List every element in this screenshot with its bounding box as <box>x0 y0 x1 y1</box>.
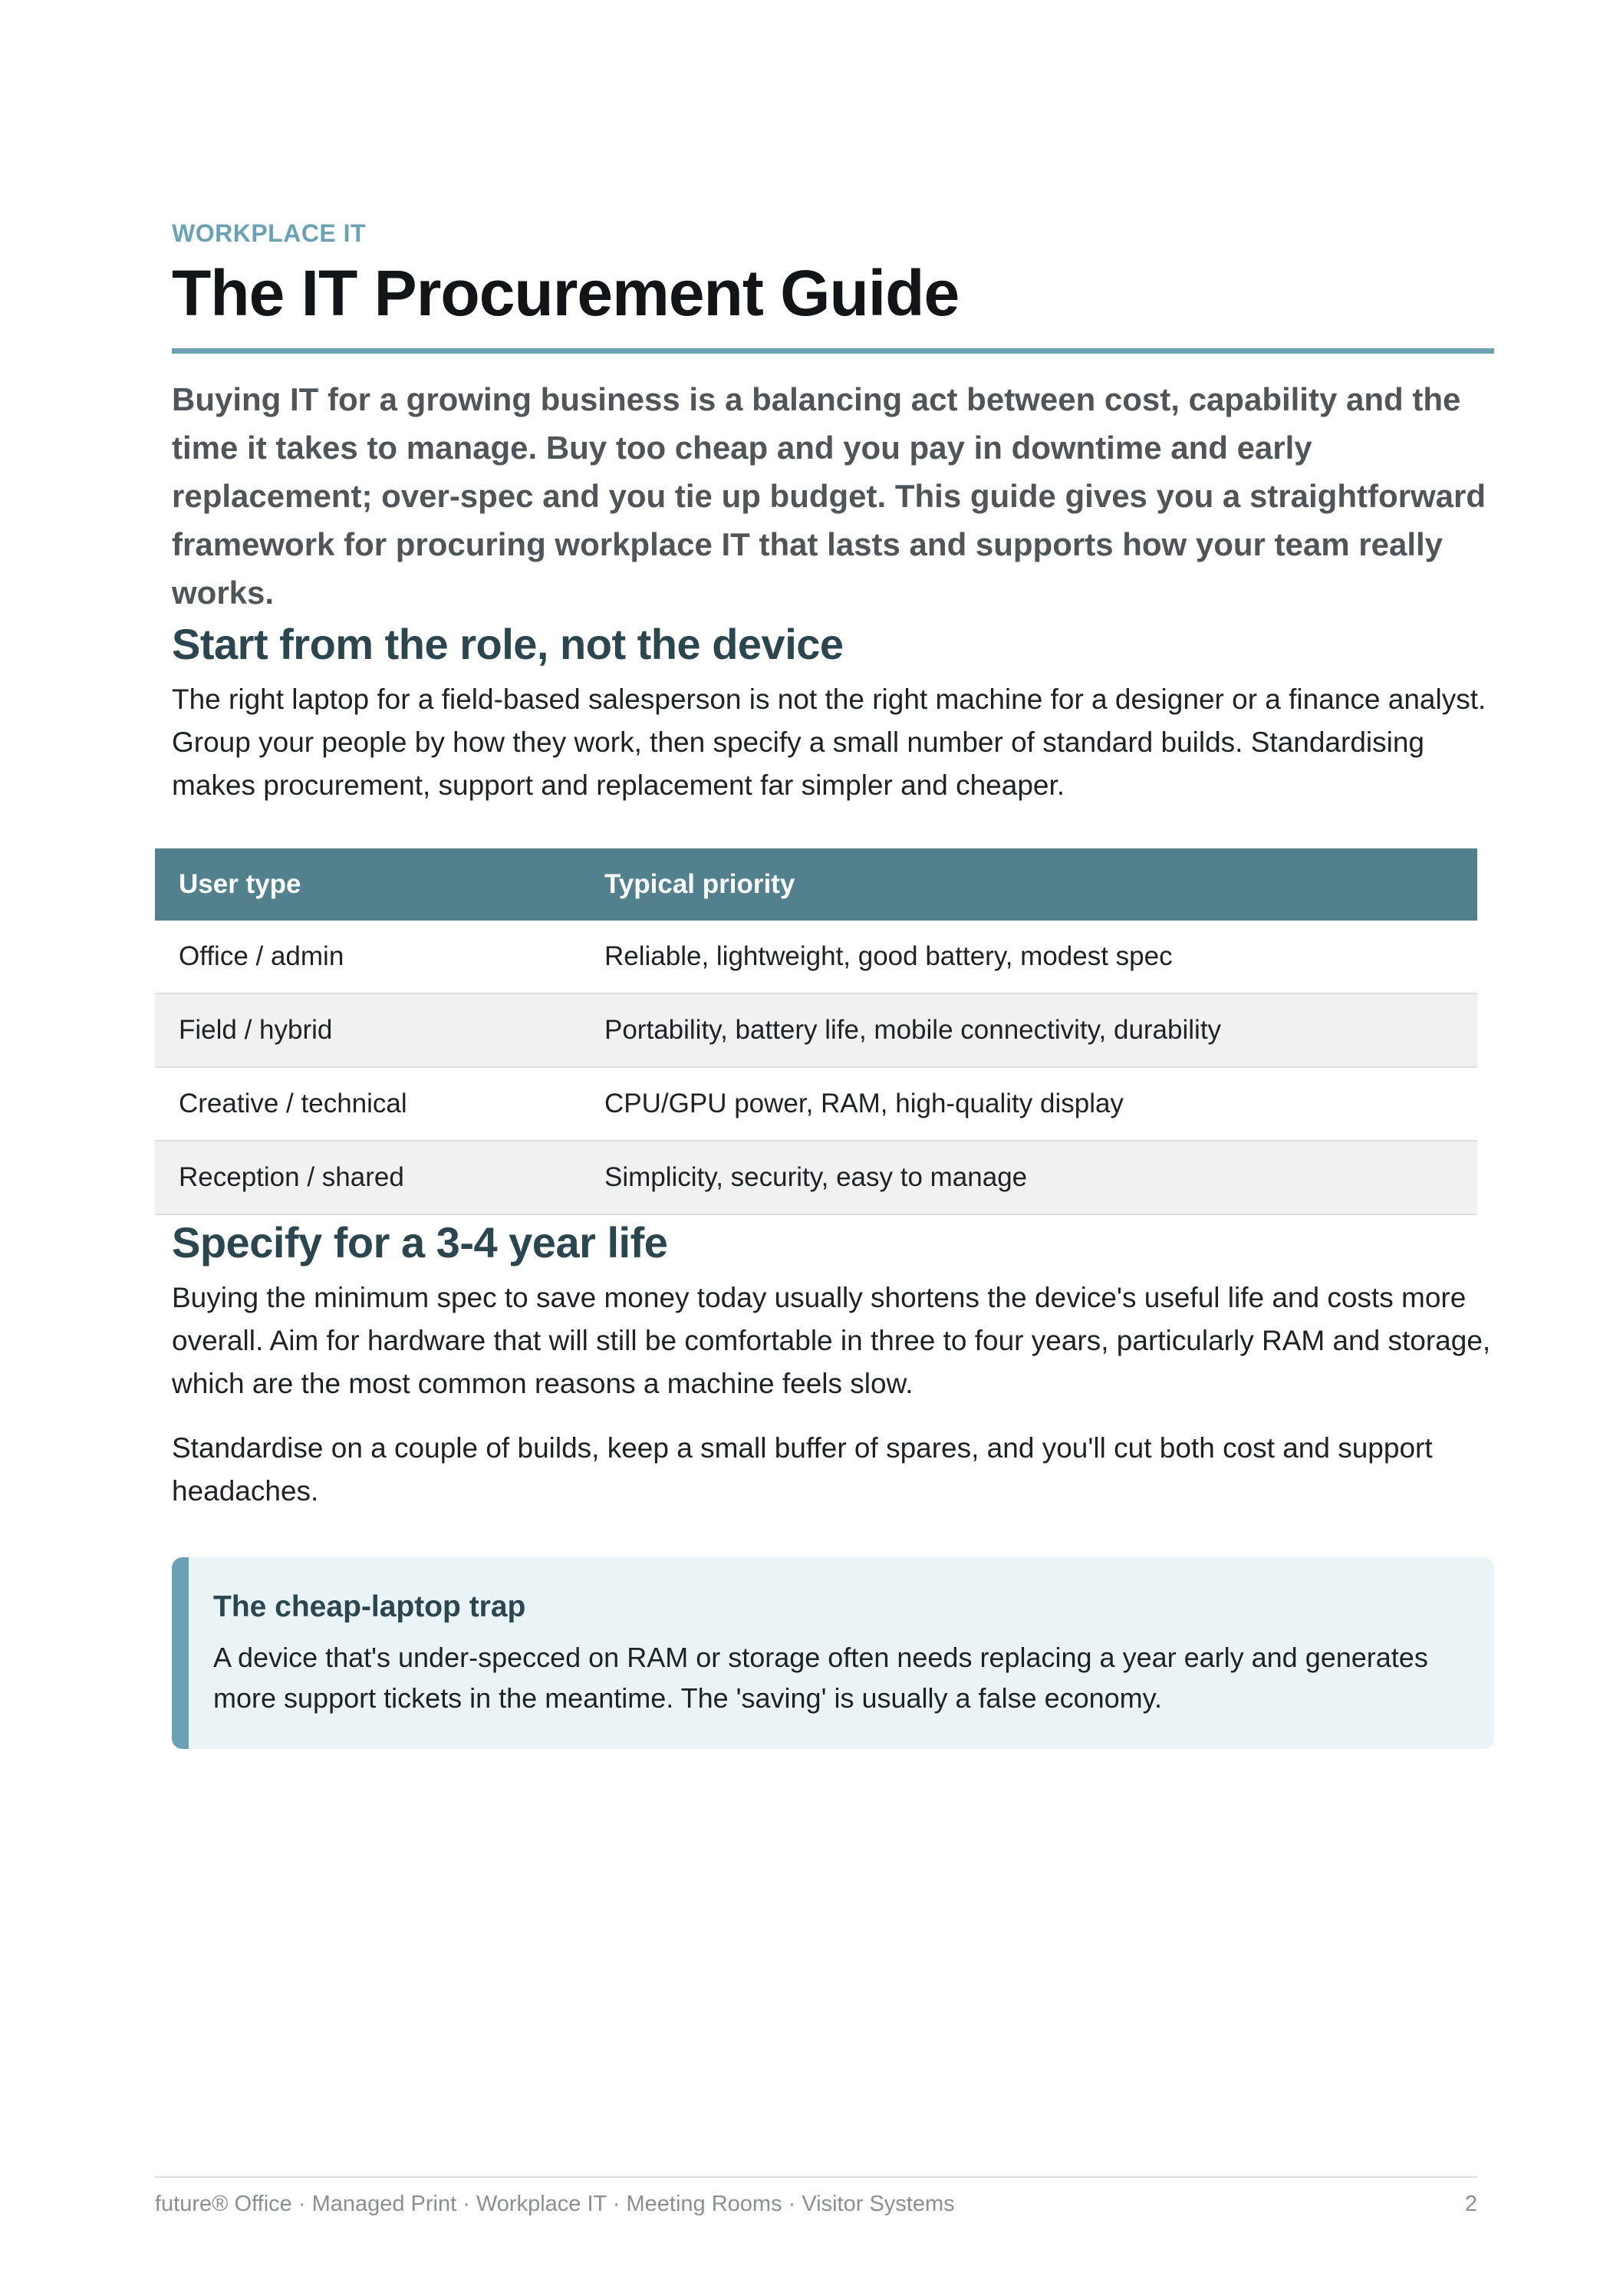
table-cell-user-type: Creative / technical <box>179 1089 407 1118</box>
table-row <box>155 921 1477 994</box>
page-title: The IT Procurement Guide <box>172 257 960 329</box>
table-row <box>155 1141 1477 1215</box>
callout-accent-bar <box>172 1557 189 1749</box>
page-number: 2 <box>1464 2192 1477 2216</box>
section-body-standardise: Standardise on a couple of builds, keep a small buffer of spares, and you'll cut both cost and support headaches. <box>172 1432 1433 1507</box>
section-body-lifespan: Buying the minimum spec to save money today usually shortens the device's useful life and costs more overall. Aim for hardware that will still be comfortable in three to four years, particularly RAM and storage, which are the most common reasons a machine feels slow. <box>172 1282 1491 1399</box>
table-cell-user-type: Field / hybrid <box>179 1015 333 1045</box>
section-heading-lifespan: Specify for a 3-4 year life <box>172 1218 668 1267</box>
section-heading-role: Start from the role, not the device <box>172 620 844 668</box>
lead-paragraph: Buying IT for a growing business is a balancing act between cost, capability and the time it takes to manage. Buy too cheap and you pay in downtime and early replacement; over-spec and you tie up budget. This guide gives you a straightforward framework for procuring workplace IT that lasts and supports how your team really works. <box>172 381 1486 611</box>
table-header-row <box>155 848 1477 921</box>
user-type-table <box>155 848 1477 1215</box>
table-cell-priority: Portability, battery life, mobile connectivity, durability <box>604 1015 1222 1045</box>
table-cell-user-type: Reception / shared <box>179 1162 404 1192</box>
footer-brand-line: future® Office · Managed Print · Workplace IT · Meeting Rooms · Visitor Systems <box>155 2192 955 2216</box>
table-cell-priority: Reliable, lightweight, good battery, modest spec <box>604 941 1173 971</box>
table-row <box>155 994 1477 1068</box>
table-row <box>155 1068 1477 1141</box>
callout-box <box>172 1557 1494 1749</box>
table-header-typical-priority: Typical priority <box>604 869 795 899</box>
page-content <box>172 216 1494 1749</box>
title-divider <box>172 348 1494 354</box>
table-cell-priority: CPU/GPU power, RAM, high-quality display <box>604 1089 1124 1118</box>
table-header-user-type: User type <box>179 869 301 899</box>
page-footer <box>155 2176 1477 2224</box>
callout-title: The cheap-laptop trap <box>213 1590 526 1623</box>
table-cell-user-type: Office / admin <box>179 941 344 971</box>
callout-text: A device that's under-specced on RAM or storage often needs replacing a year early and generates more support tickets in the meantime. The 'saving' is usually a false economy. <box>213 1642 1428 1714</box>
table-cell-priority: Simplicity, security, easy to manage <box>604 1162 1028 1192</box>
eyebrow-label: WORKPLACE IT <box>172 219 367 247</box>
section-body-role: The right laptop for a field-based salesperson is not the right machine for a designer or a finance analyst. Group your people by how they work, then specify a small number of standard builds. Standardising makes procurement, support and replacement far simpler and cheaper. <box>172 684 1486 801</box>
